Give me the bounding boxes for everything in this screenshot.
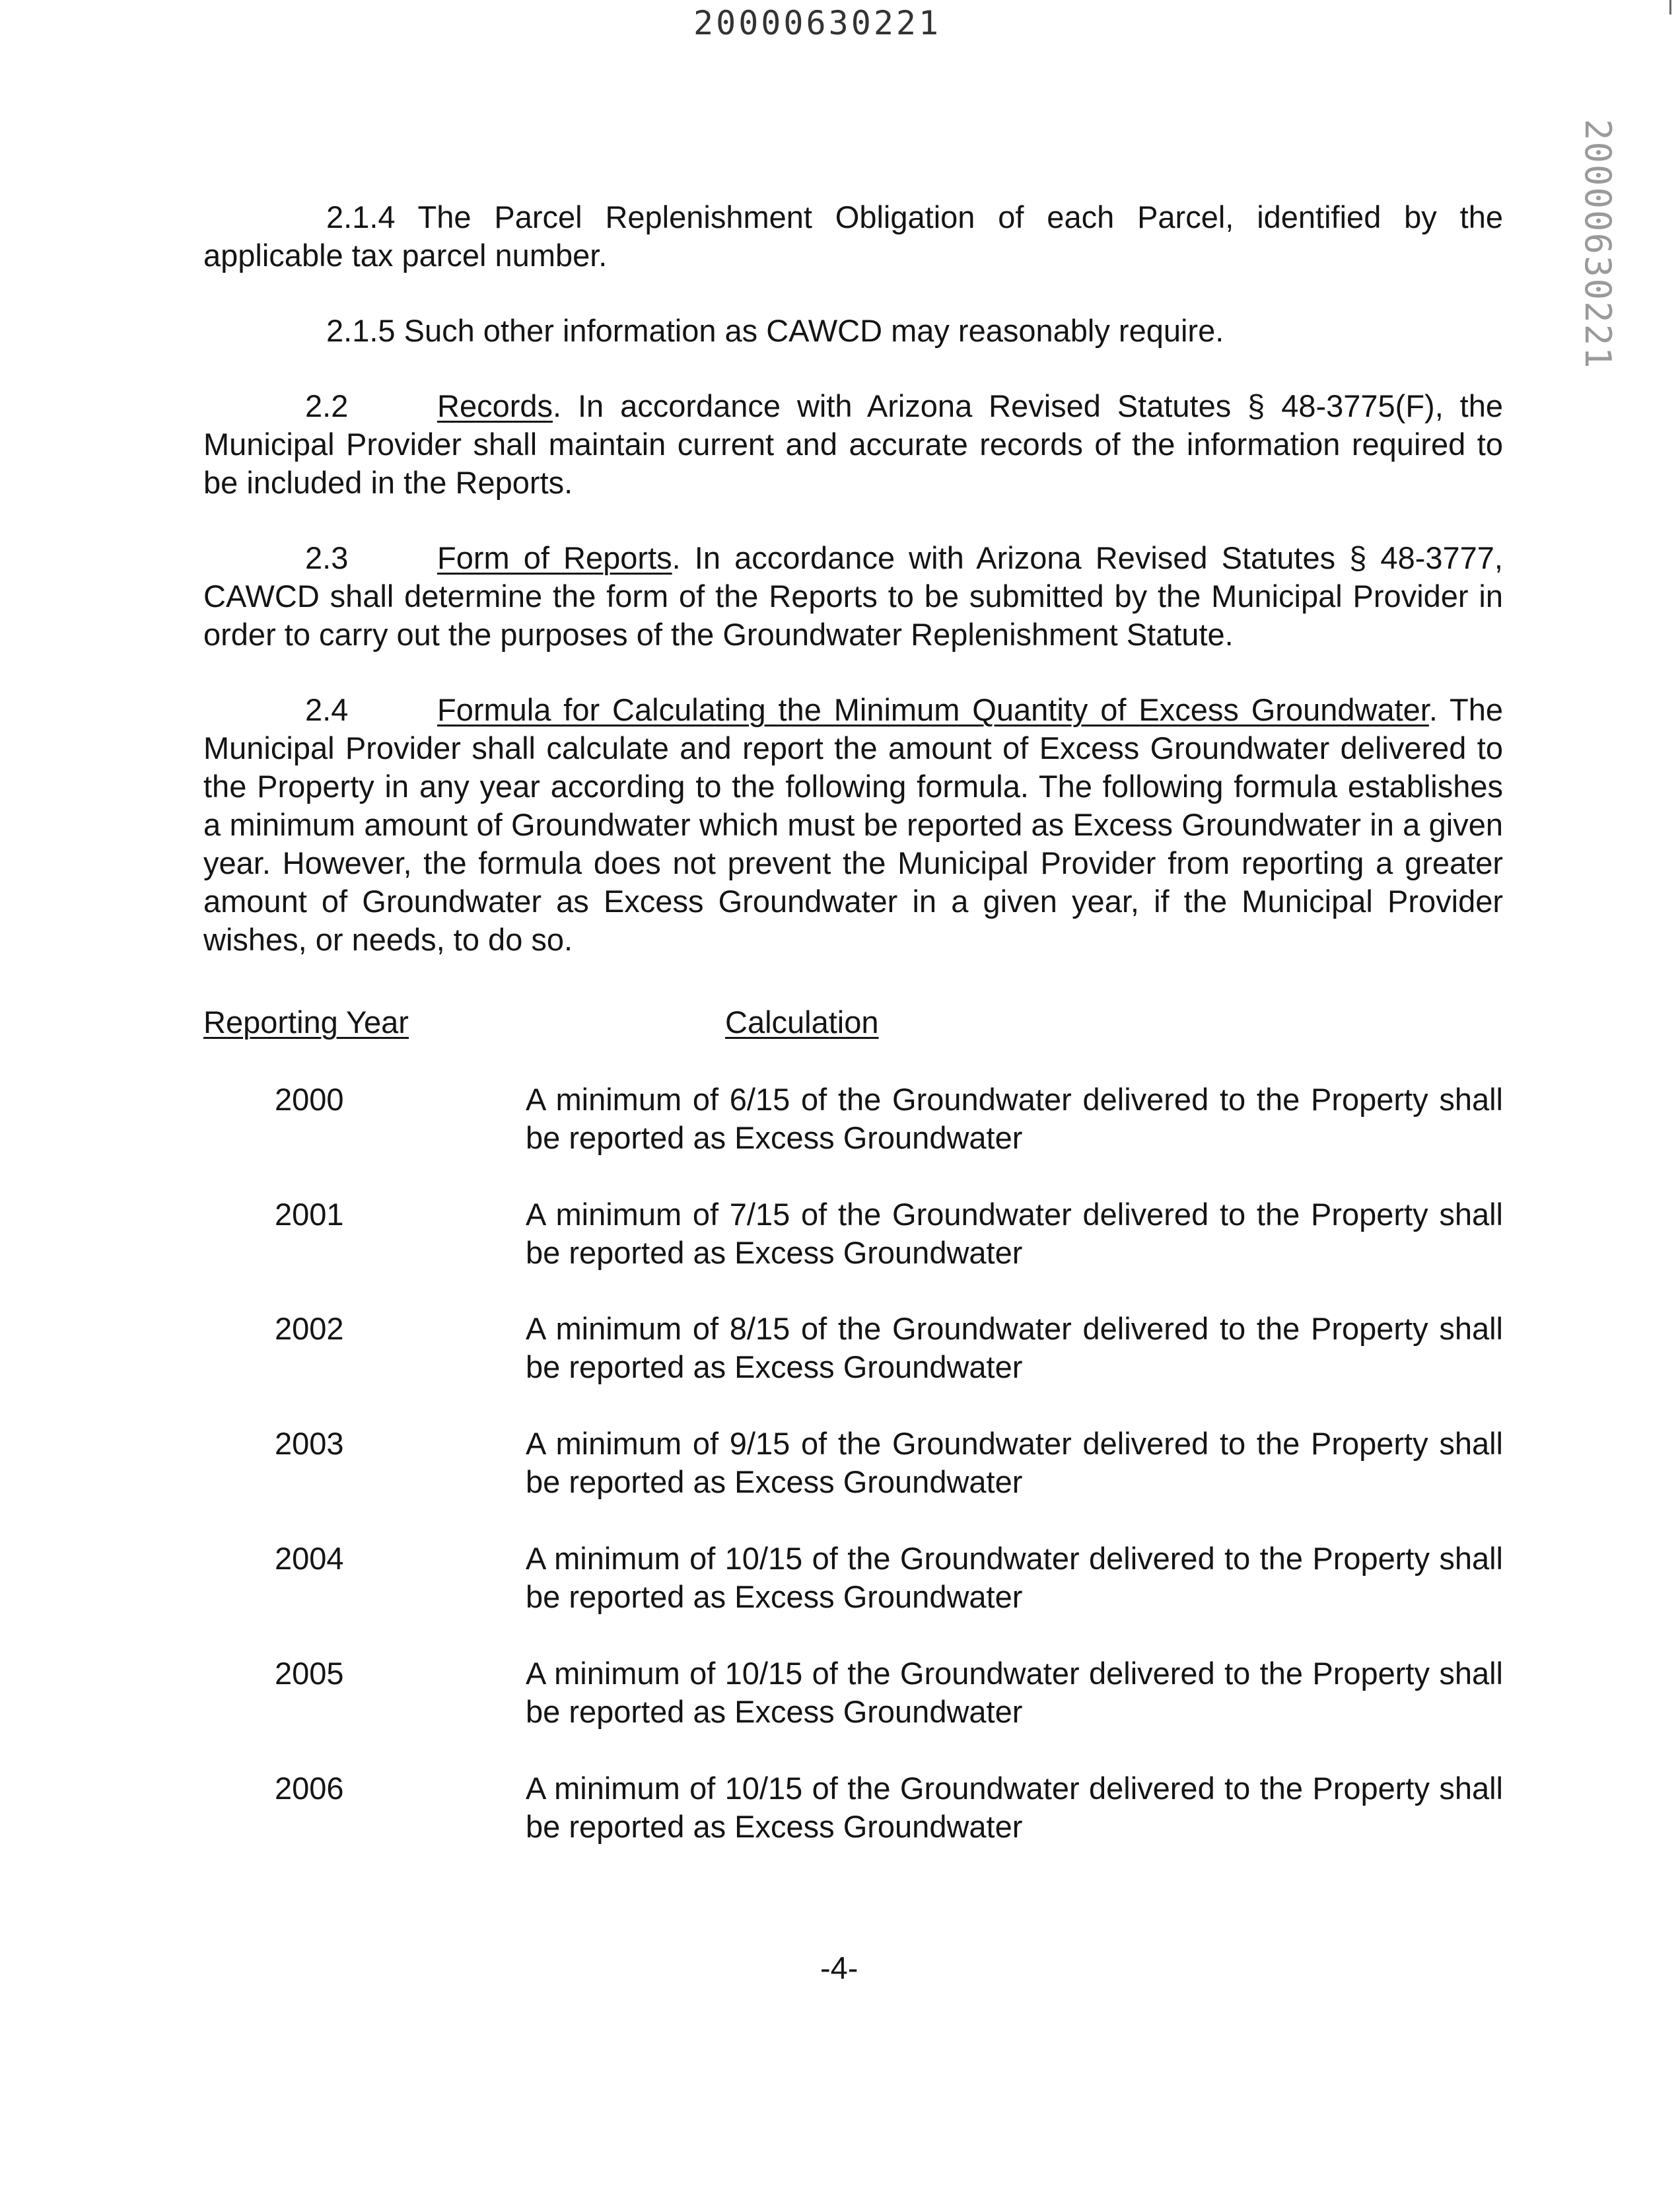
section-number: 2.3 — [305, 540, 349, 575]
section-text: In accordance with Arizona Revised Statutes § 48-3777, CAWCD shall determine the form of the Reports to be submitted by the Municipal Provider in order to carry out the purposes of the Groundwater Replenishment Statute. — [203, 540, 1503, 652]
section-number: 2.1.5 — [326, 313, 396, 348]
table-header — [203, 1004, 1503, 1044]
page-number: -4- — [820, 1950, 858, 1985]
row-calculation: A minimum of 6/15 of the Groundwater delivered to the Property shall be reported as Excess Groundwater — [526, 1082, 1503, 1155]
row-calculation: A minimum of 10/15 of the Groundwater delivered to the Property shall be reported as Excess Groundwater — [526, 1656, 1503, 1729]
row-calculation: A minimum of 8/15 of the Groundwater delivered to the Property shall be reported as Excess Groundwater — [526, 1311, 1503, 1384]
section-text: Such other information as CAWCD may reasonably require. — [403, 313, 1224, 348]
document-body — [203, 198, 1503, 959]
table-row — [203, 1769, 1503, 1855]
row-calculation: A minimum of 7/15 of the Groundwater delivered to the Property shall be reported as Excess Groundwater — [526, 1197, 1503, 1270]
recording-number: 20000630221 — [693, 4, 942, 42]
row-year: 2004 — [275, 1541, 344, 1576]
section-title: Formula for Calculating the Minimum Quantity of Excess Groundwater — [437, 692, 1429, 727]
table-row — [203, 1081, 1503, 1166]
edge-mark — [1669, 0, 1671, 15]
section-2-1-4 — [203, 198, 1503, 275]
row-year: 2003 — [275, 1426, 344, 1461]
table-row — [203, 1195, 1503, 1281]
section-number: 2.2 — [305, 388, 349, 423]
section-number: 2.1.4 — [326, 199, 396, 234]
row-year: 2002 — [275, 1311, 344, 1346]
row-year: 2006 — [275, 1771, 344, 1806]
section-2-4: 2.4 Formula for Calculating the Minimum Quantity of Excess Groundwater. The Municipal Provider shall calculate and report the amount of Excess Groundwater delivered to the Property in any year according to the following formula. The following formula establishes a minimum amount of Groundwater which must be reported as Excess Groundwater in a given year. However, the formula does not prevent the Municipal Provider from reporting a greater amount of Groundwater as Excess Groundwater in a given year, if the Municipal Provider wishes, or needs, to do so. — [203, 692, 1503, 957]
section-text: The Municipal Provider shall calculate and report the amount of Excess Groundwater delivered to the Property in any year according to the following formula. The following formula establishes a minimum amount of Groundwater which must be reported as Excess Groundwater in a given year. However, the formula does not prevent the Municipal Provider from reporting a greater amount of Groundwater as Excess Groundwater in a given year, if the Municipal Provider wishes, or needs, to do so. — [203, 692, 1503, 957]
row-calculation: A minimum of 9/15 of the Groundwater delivered to the Property shall be reported as Excess Groundwater — [526, 1426, 1503, 1499]
table-row — [203, 1540, 1503, 1625]
section-2-3: 2.3 Form of Reports. In accordance with Arizona Revised Statutes § 48-3777, CAWCD shall determine the form of the Reports to be submitted by the Municipal Provider in order to carry out the purposes of the Groundwater Replenishment Statute. — [203, 540, 1503, 652]
section-title: Records — [437, 388, 553, 423]
column-header-calculation: Calculation — [725, 1005, 879, 1040]
section-text: In accordance with Arizona Revised Statutes § 48-3775(F), the Municipal Provider shall maintain current and accurate records of the information required to be included in the Reports. — [203, 388, 1503, 500]
table-row — [203, 1425, 1503, 1510]
table-row — [203, 1654, 1503, 1740]
row-year: 2001 — [275, 1197, 344, 1232]
side-stamp: 20000630221 — [1577, 119, 1619, 370]
row-calculation: A minimum of 10/15 of the Groundwater delivered to the Property shall be reported as Excess Groundwater — [526, 1771, 1503, 1844]
table-row — [203, 1310, 1503, 1396]
section-text: The Parcel Replenishment Obligation of each Parcel, identified by the applicable tax parcel number. — [203, 199, 1503, 273]
column-header-year: Reporting Year — [203, 1005, 409, 1040]
row-year: 2005 — [275, 1656, 344, 1691]
section-title: Form of Reports — [437, 540, 672, 575]
section-2-2: 2.2 Records. In accordance with Arizona Revised Statutes § 48-3775(F), the Municipal Provider shall maintain current and accurate records of the information required to be included in the Reports. — [203, 388, 1503, 500]
row-calculation: A minimum of 10/15 of the Groundwater delivered to the Property shall be reported as Excess Groundwater — [526, 1541, 1503, 1614]
section-number: 2.4 — [305, 692, 349, 727]
section-2-1-5 — [203, 312, 1503, 350]
row-year: 2000 — [275, 1082, 344, 1117]
